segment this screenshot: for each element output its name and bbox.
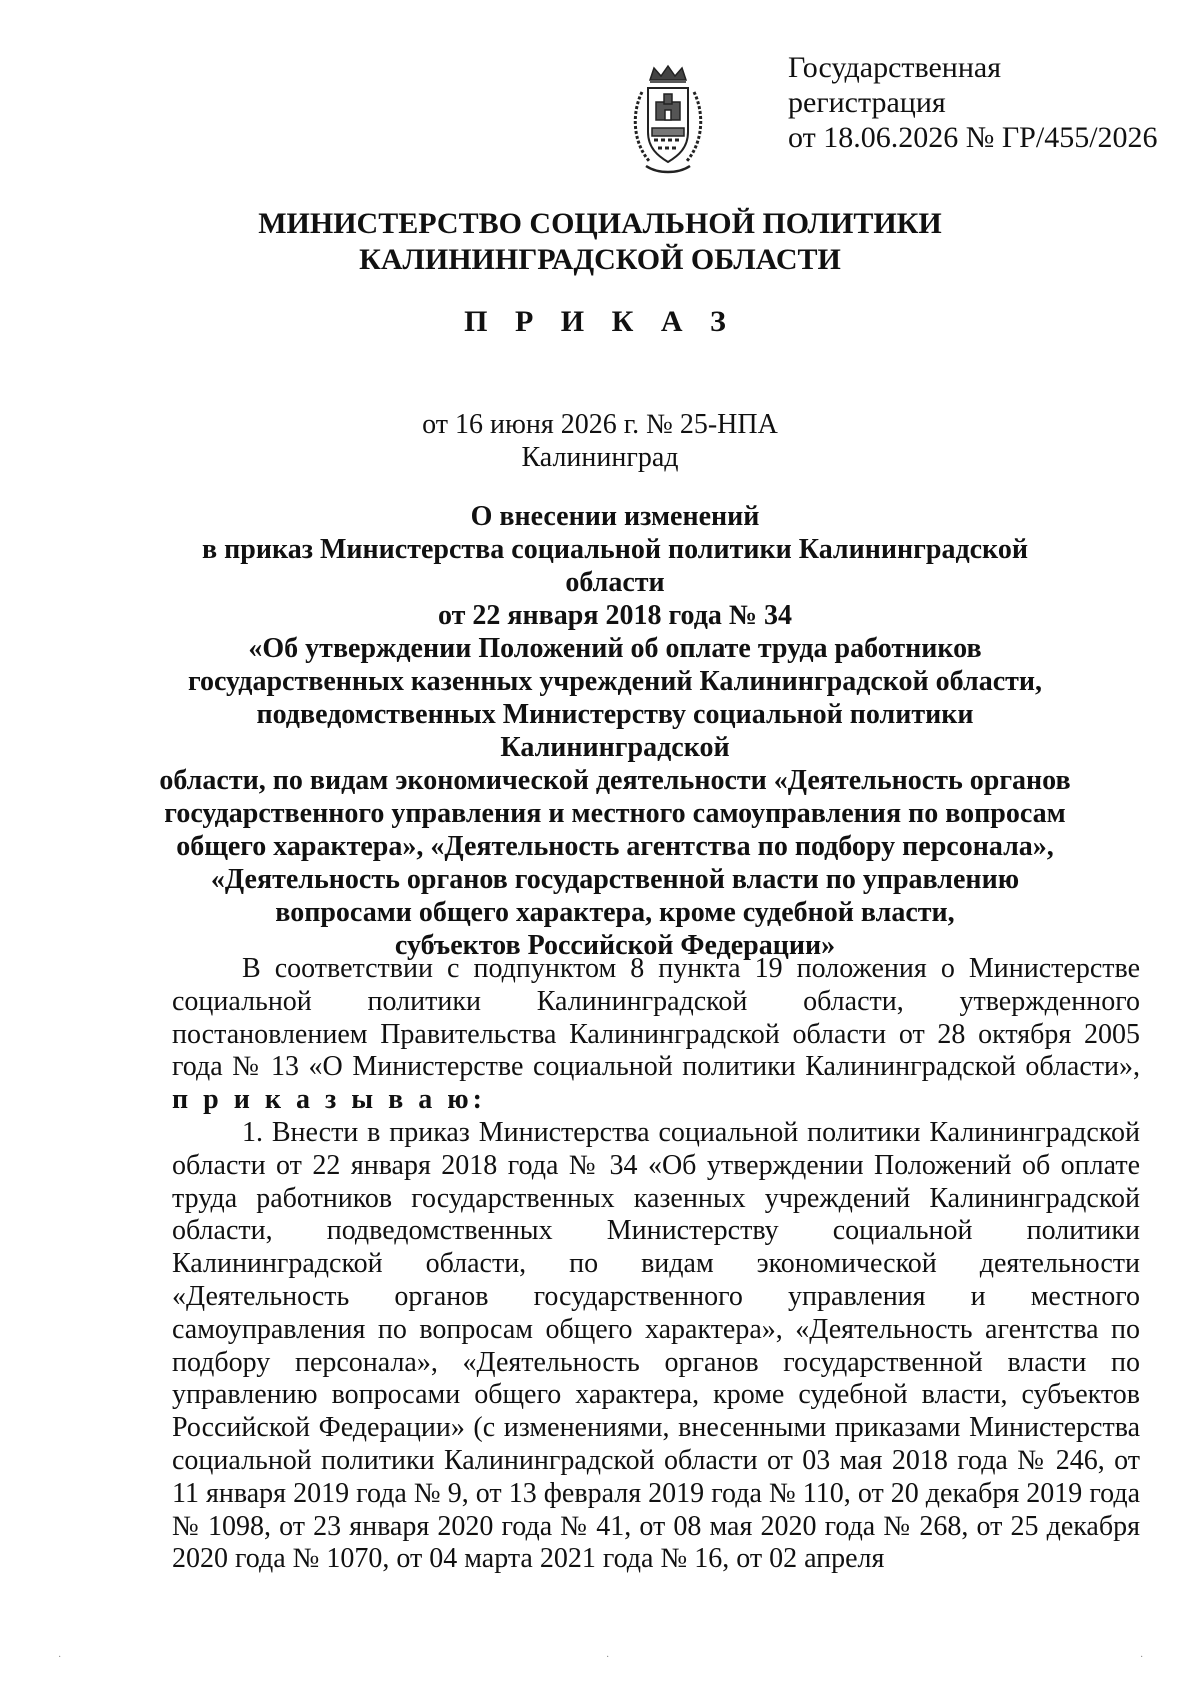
- ministry-line-1: МИНИСТЕРСТВО СОЦИАЛЬНОЙ ПОЛИТИКИ: [258, 207, 942, 240]
- registration-line-2: от 18.06.2026 № ГР/455/2026: [788, 121, 1158, 154]
- title-line: «Об утверждении Положений об оплате труда работников: [248, 633, 982, 664]
- title-line: общего характера», «Деятельность агентства по подбору персонала»,: [176, 831, 1054, 862]
- document-title: [150, 500, 1080, 962]
- preamble-text: В соответствии с подпунктом 8 пункта 19 положения о Министерстве социальной политики Калининградской области, утвержденного постановлением Правительства Калининградской области от 28 октября 2005 года № 13 «О Министерстве социальной политики Калининградской области»,: [172, 953, 1140, 1083]
- title-line: «Деятельность органов государственной власти по управлению: [210, 864, 1020, 895]
- title-line: от 22 января 2018 года № 34: [437, 600, 793, 631]
- order-word: п р и к а з ы в а ю:: [172, 1084, 486, 1116]
- document-date-block: [0, 408, 1200, 474]
- document-city: Калининград: [521, 442, 679, 473]
- registration-line-1: Государственная регистрация: [788, 51, 1002, 119]
- item-1-paragraph: 1. Внести в приказ Министерства социальной политики Калининградской области от 22 января 2018 года № 34 «Об утверждении Положений об оплате труда работников государственных казенных учреждений Калининградской области, подведомственных Министерству социальной политики Калининградской области, по видам экономической деятельности «Деятельность органов государственного управления и местного самоуправления по вопросам общего характера», «Деятельность агентства по подбору персонала», «Деятельность органов государственной власти по управлению вопросами общего характера, кроме судебной власти, субъектов Российской Федерации» (с изменениями, внесенными приказами Министерства социальной политики Калининградской области от 03 мая 2018 года № 246, от 11 января 2019 года № 9, от 13 февраля 2019 года № 110, от 20 декабря 2019 года № 1098, от 23 января 2020 года № 41, от 08 мая 2020 года № 268, от 25 декабря 2020 года № 1070, от 04 марта 2021 года № 16, от 02 апреля: [172, 1116, 1140, 1575]
- title-line: О внесении изменений: [470, 501, 760, 532]
- preamble-paragraph: [172, 953, 1140, 1117]
- title-line: в приказ Министерства социальной политики Калининградской области: [202, 534, 1028, 598]
- document-type: П Р И К А З: [464, 305, 736, 338]
- scan-speck: ·: [1140, 1652, 1144, 1663]
- registration-stamp: [788, 50, 1158, 155]
- scan-speck: ·: [58, 1652, 62, 1663]
- title-line: государственного управления и местного самоуправления по вопросам: [164, 798, 1066, 829]
- ministry-name: [0, 206, 1200, 278]
- title-line: субъектов Российской Федерации»: [394, 930, 836, 961]
- document-body: [172, 953, 1140, 1576]
- scan-speck: ·: [606, 1652, 610, 1663]
- coat-of-arms-emblem: [628, 62, 708, 178]
- title-line: вопросами общего характера, кроме судебной власти,: [275, 897, 955, 928]
- title-line: области, по видам экономической деятельности «Деятельность органов: [159, 765, 1071, 796]
- title-line: государственных казенных учреждений Калининградской области,: [187, 666, 1043, 697]
- ministry-line-2: КАЛИНИНГРАДСКОЙ ОБЛАСТИ: [359, 243, 841, 276]
- document-date-number: от 16 июня 2026 г. № 25-НПА: [422, 409, 778, 440]
- title-line: подведомственных Министерству социальной политики Калининградской: [256, 699, 974, 763]
